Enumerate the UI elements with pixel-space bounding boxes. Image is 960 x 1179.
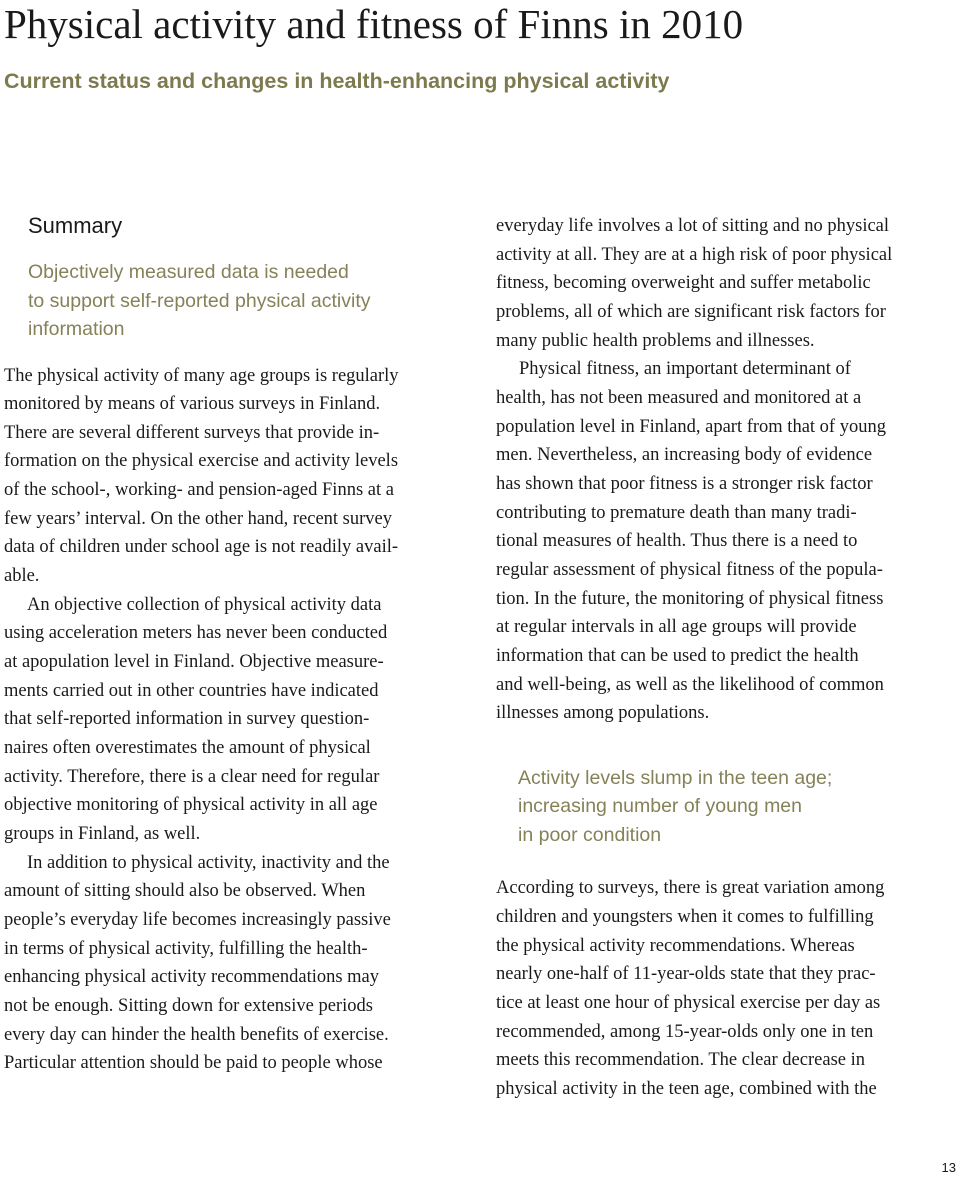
- right-column: [496, 212, 958, 1104]
- page-number: 13: [941, 1160, 956, 1175]
- paragraph: The physical activity of many age groups is regularly monitored by means of various surveys in Finland. There are several different surveys that provide in- formation on the physical exercise and activity levels of the school-, working- and pension-aged Finns at a few years’ interval. On the other hand, recent survey data of children under school age is not readily avail- able.: [4, 365, 399, 587]
- paragraph: An objective collection of physical activity data using acceleration meters has never been conducted at apopulation level in Finland. Objective measure- ments carried out in other countries have indicated that self-reported information in survey question- naires often overestimates the amount of physical activity. Therefore, there is a clear need for regular objective monitoring of physical activity in all age groups in Finland, as well.: [4, 594, 388, 844]
- section-subheading-teen-activity: Activity levels slump in the teen age; increasing number of young men in poor condition: [518, 766, 833, 846]
- section-subheading-objective-data: Objectively measured data is needed to support self-reported physical activity information: [28, 261, 371, 340]
- paragraph: According to surveys, there is great variation among children and youngsters when it comes to fulfilling the physical activity recommendations. Whereas nearly one-half of 11-year-olds state that they prac- tice at least one hour of physical exercise per day as recommended, among 15-year-olds only one in ten meets this recommendation. The clear decrease in physical activity in the teen age, combined with the: [496, 878, 885, 1099]
- page-subtitle: Current status and changes in health-enhancing physical activity: [4, 69, 670, 93]
- page-title: Physical activity and fitness of Finns in 2010: [4, 1, 744, 47]
- summary-heading: Summary: [28, 213, 123, 238]
- paragraph: In addition to physical activity, inactivity and the amount of sitting should also be observed. When people’s everyday life becomes increasingly passive in terms of physical activity, fulfilling the health- enhancing physical activity recommendations may not be enough. Sitting down for extensive periods every day can hinder the health benefits of exercise. Particular attention should be paid to people whose: [4, 852, 391, 1074]
- left-column: [4, 212, 464, 1078]
- paragraph: everyday life involves a lot of sitting and no physical activity at all. They are at a high risk of poor physical fitness, becoming overweight and suffer metabolic problems, all of which are significant risk factors for many public health problems and illnesses.: [496, 216, 893, 351]
- paragraph: Physical fitness, an important determinant of health, has not been measured and monitored at a population level in Finland, apart from that of young men. Nevertheless, an increasing body of evidence has shown that poor fitness is a stronger risk factor contributing to premature death than many tradi- tional measures of health. Thus there is a need to regular assessment of physical fitness of the popula- tion. In the future, the monitoring of physical fitness at regular intervals in all age groups will provide information that can be used to predict the health and well-being, as well as the likelihood of common illnesses among populations.: [496, 359, 886, 724]
